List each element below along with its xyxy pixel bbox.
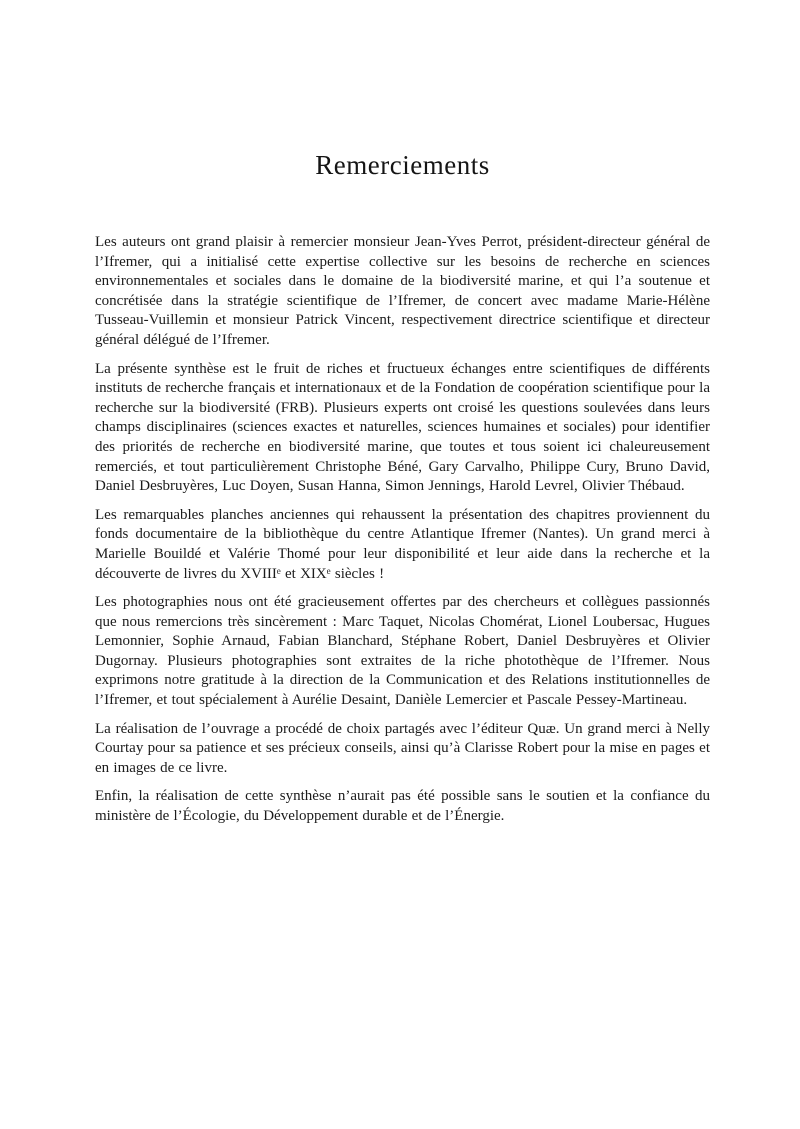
paragraph-ministry-thanks: Enfin, la réalisation de cette synthèse n’aurait pas été possible sans le soutien et la confiance du ministère de l’Écologie, du Développement durable et de l’Énergie.	[95, 788, 710, 825]
paragraph-editor-thanks: La réalisation de l’ouvrage a procédé de choix partagés avec l’éditeur Quæ. Un grand merci à Nelly Courtay pour sa patience et ses précieux conseils, ainsi qu’à Clarisse Robert pour la mise en pages et en images de ce livre.	[95, 720, 710, 776]
paragraph-photographers-thanks: Les photographies nous ont été gracieusement offertes par des chercheurs et collègues passionnés que nous remercions très sincèrement : Marc Taquet, Nicolas Chomérat, Lionel Loubersac, Hugues Lemonnier, Sophie Arnaud, Fabian Blanchard, Stéphane Robert, Daniel Desbruyères et Olivier Dugornay. Plusieurs photographies sont extraites de la riche photothèque de l’Ifremer. Nous exprimons notre gratitude à la direction de la Communication et des Relations institutionnelles de l’Ifremer, et tout spécialement à Aurélie Desaint, Danièle Lemercier et Pascale Pessey-Martineau.	[95, 594, 710, 709]
paragraph-library-thanks: Les remarquables planches anciennes qui rehaussent la présentation des chapitres proviennent du fonds documentaire de la bibliothèque du centre Atlantique Ifremer (Nantes). Un grand merci à Marielle Bouildé et Valérie Thomé pour leur disponibilité et leur aide dans la recherche et la découverte de livres du XVIIIᵉ et XIXᵉ siècles !	[95, 506, 710, 582]
paragraph-experts-thanks: La présente synthèse est le fruit de riches et fructueux échanges entre scientifiques de différents instituts de recherche français et internationaux et de la Fondation de coopération scientifique pour la recherche sur la biodiversité (FRB). Plusieurs experts ont croisé les questions soulevées dans leurs champs disciplinaires (sciences exactes et naturelles, sciences humaines et sociales) pour identifier des priorités de recherche en biodiversité marine, que toutes et tous soient ici chaleureusement remerciés, et tout particulièrement Christophe Béné, Gary Carvalho, Philippe Cury, Bruno David, Daniel Desbruyères, Luc Doyen, Susan Hanna, Simon Jennings, Harold Levrel, Olivier Thébaud.	[95, 360, 710, 495]
acknowledgements-body	[95, 233, 710, 827]
paragraph-authors-thanks: Les auteurs ont grand plaisir à remercier monsieur Jean-Yves Perrot, président-directeur général de l’Ifremer, qui a initialisé cette expertise collective sur les besoins de recherche en sciences environnementales et sociales dans le domaine de la biodiversité marine, et qui l’a soutenue et concrétisée dans la stratégie scientifique de l’Ifremer, de concert avec madame Marie-Hélène Tusseau-Vuillemin et monsieur Patrick Vincent, respectivement directrice scientifique et directeur général délégué de l’Ifremer.	[95, 234, 710, 348]
page-title: Remerciements	[315, 150, 490, 180]
